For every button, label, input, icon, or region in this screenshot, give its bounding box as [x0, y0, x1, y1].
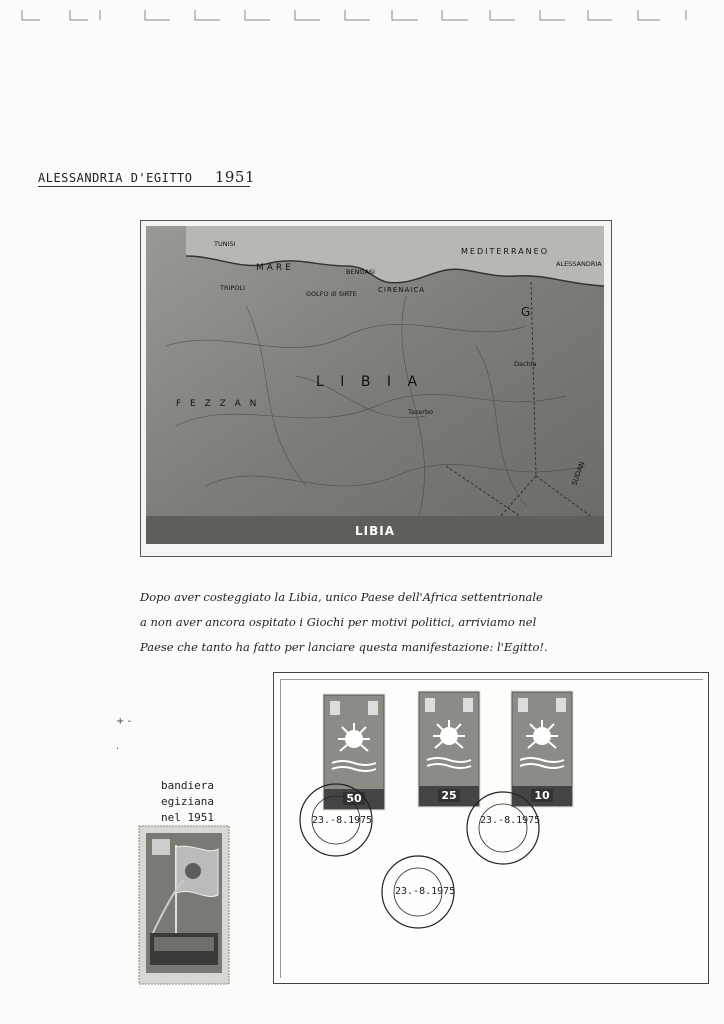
page-border-ticks — [0, 0, 724, 24]
postmark-date: 23.-8.1975 — [480, 815, 541, 826]
map-caption: LIBIA — [354, 524, 395, 538]
map-label-tazerbo: Tazerbo — [408, 408, 434, 416]
paragraph-line: Paese che tanto ha fatto per lanciare questa manifestazione: l'Egitto!. — [140, 640, 548, 654]
libya-relief-map — [146, 226, 604, 544]
paragraph-line: a non aver ancora ospitato i Giochi per motivi politici, arriviamo nel — [140, 615, 537, 629]
flag-caption-line: nel 1951 — [161, 811, 214, 824]
map-label-mare: MARE — [256, 263, 294, 273]
map-label-mediterraneo: MEDITERRANEO — [461, 247, 550, 256]
postmark-date: 23.-8.1975 — [395, 886, 456, 897]
map-label-egitto: G — [521, 305, 531, 319]
map-label-cirenaica: CIRENAICA — [378, 286, 426, 294]
flag-caption-line: bandiera — [161, 779, 214, 792]
map-label-golfo: GOLFO di SIRTE — [306, 290, 357, 298]
egyptian-flag-stamp — [138, 825, 230, 985]
map-label-bengasi: BENGASI — [346, 268, 375, 276]
stray-mark: · — [116, 744, 120, 755]
map-label-sudan: SUDAN — [570, 460, 587, 487]
paragraph-line: Dopo aver costeggiato la Libia, unico Paese dell'Africa settentrionale — [140, 590, 543, 604]
flag-caption — [140, 778, 235, 826]
title-place: ALESSANDRIA D'EGITTO — [38, 171, 193, 185]
stray-mark: + - — [116, 716, 132, 727]
map-label-tripoli: TRIPOLI — [220, 284, 245, 292]
page-title — [38, 168, 255, 186]
postmark-circle — [455, 788, 555, 868]
description-paragraph — [140, 585, 610, 660]
stamp-value: 50 — [343, 792, 364, 805]
flag-caption-line: egiziana — [161, 795, 214, 808]
stamp-value: 25 — [438, 789, 459, 802]
map-label-tunisi: TUNISI — [214, 240, 236, 248]
map-label-dachla: Dachla — [514, 360, 537, 368]
map-label-fezzan: F E Z Z A N — [176, 399, 260, 409]
map-label-alessandria: ALESSANDRIA — [556, 260, 602, 268]
postmark-date: 23.-8.1975 — [312, 815, 373, 826]
stamp-value: 10 — [531, 789, 552, 802]
title-year: 1951 — [214, 168, 256, 186]
title-underline — [38, 186, 250, 187]
map-label-libia: L I B I A — [316, 374, 424, 390]
